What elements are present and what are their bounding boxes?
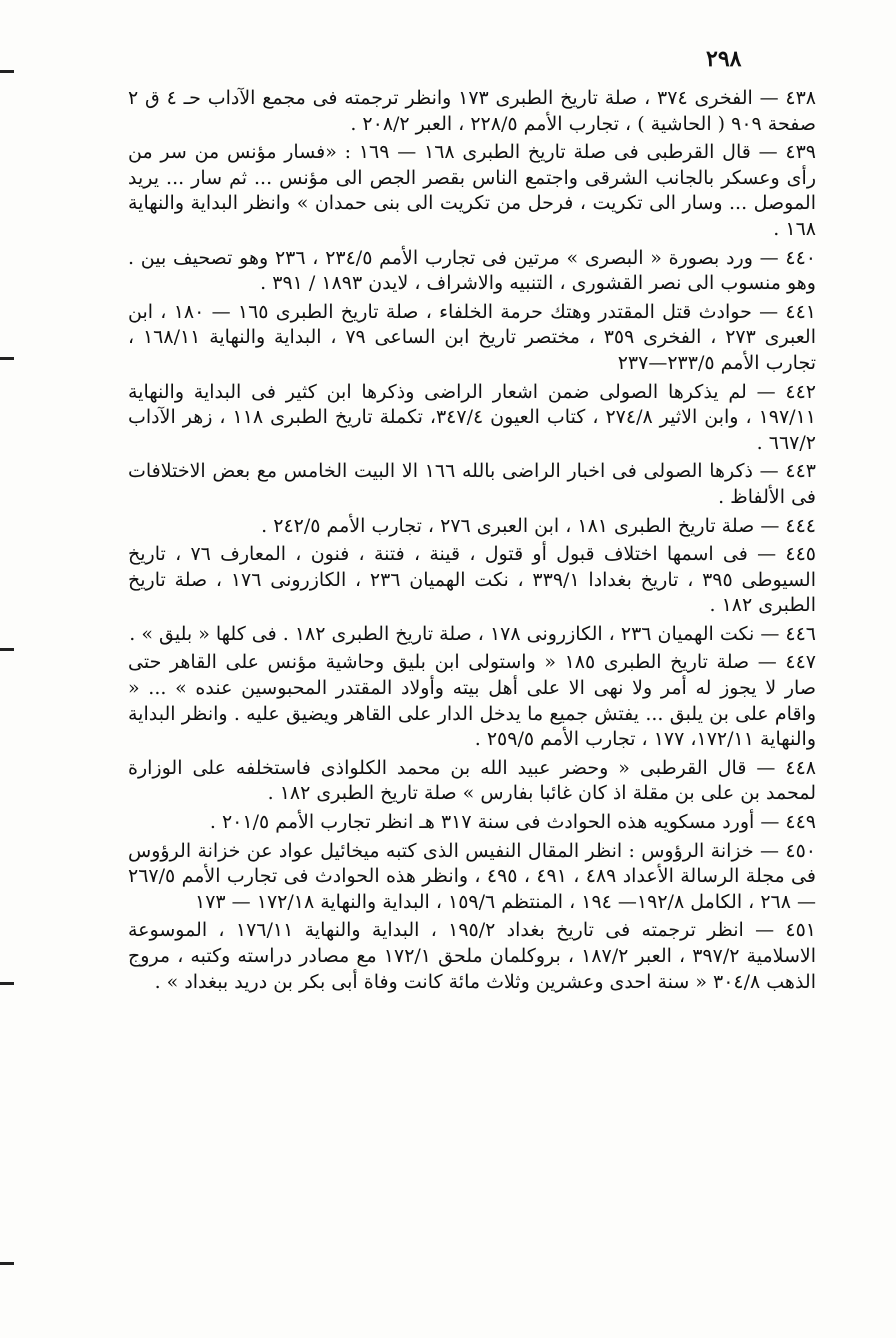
note-445 xyxy=(128,542,816,619)
note-443 xyxy=(128,459,816,510)
note-449 xyxy=(128,810,816,836)
note-448 xyxy=(128,756,816,807)
margin-mark xyxy=(0,357,14,360)
note-text: ٤٤٤ — صلة تاريخ الطبرى ١٨١ ، ابن العبرى ٢٧٦ ، تجارب الأمم ٢٤٢/٥ . xyxy=(261,514,816,537)
margin-mark xyxy=(0,70,14,73)
note-text: ٤٥١ — انظر ترجمته فى تاريخ بغداد ١٩٥/٢ ، البداية والنهاية ١٧٦/١١ ، الموسوعة الاسلامية ٣٩٧/٢ ، العبر ١٨٧/٢ ، بروكلمان ملحق ١٧٢/١ مع مصادر دراسته وكتبه ، مروج الذهب ٣٠٤/٨ « سنة احدى وعشرين وثلاث مائة كانت وفاة أبى بكر بن دريد ببغداد » . xyxy=(128,919,817,993)
note-text: ٤٤١ — حوادث قتل المقتدر وهتك حرمة الخلفاء ، صلة تاريخ الطبرى ١٦٥ — ١٨٠ ، ابن العبرى ٢٧٣ ، الفخرى ٣٥٩ ، مختصر تاريخ ابن الساعى ٧٩ ، البداية والنهاية ١٦٨/١١ ، تجارب الأمم ٢٣٣/٥—٢٣٧ xyxy=(128,300,816,374)
note-text: ٤٤٣ — ذكرها الصولى فى اخبار الراضى بالله ١٦٦ الا البيت الخامس مع بعض الاختلافات فى الألفاظ . xyxy=(128,460,816,508)
note-439 xyxy=(128,140,816,242)
margin-mark xyxy=(0,1262,14,1265)
note-text: ٤٣٩ — قال القرطبى فى صلة تاريخ الطبرى ١٦٨ — ١٦٩ : «فسار مؤنس من سر من رأى وعسكر بالجانب الشرقى واجتمع الناس بقصر الجص الى مؤنس ... ثم سار ... يريد الموصل ... وسار الى تكريت ، فرحل من تكريت الى بنى حمدان » وانظر البداية والنهاية ١٦٨ . xyxy=(128,141,816,240)
note-438 xyxy=(128,86,816,137)
margin-mark xyxy=(0,648,14,651)
note-text: ٤٣٨ — الفخرى ٣٧٤ ، صلة تاريخ الطبرى ١٧٣ وانظر ترجمته فى مجمع الآداب حـ ٤ ق ٢ صفحة ٩٠٩ ( الحاشية ) ، تجارب الأمم ٢٢٨/٥ ، العبر ٢٠٨/٢ . xyxy=(128,87,816,135)
note-444 xyxy=(128,514,816,540)
note-451 xyxy=(128,918,816,995)
note-text: ٤٤٨ — قال القرطبى « وحضر عبيد الله بن محمد الكلواذى فاستخلفه على الوزارة لمحمد بن على بن مقلة اذ كان غائبا بفارس » صلة تاريخ الطبرى ١٨٢ . xyxy=(128,756,816,805)
note-text: ٤٥٠ — خزانة الرؤوس : انظر المقال النفيس الذى كتبه ميخائيل عواد عن خزانة الرؤوس فى مجلة الرسالة الأعداد ٤٨٩ ، ٤٩١ ، ٤٩٥ ، وانظر هذه الحوادث فى تجارب الأمم ٢٦٧/٥ — ٢٦٨ ، الكامل ١٩٢/٨— ١٩٤ ، المنتظم ١٥٩/٦ ، البداية والنهاية ١٧٢/١٨ — ١٧٣ xyxy=(128,839,816,913)
note-text: ٤٤٧ — صلة تاريخ الطبرى ١٨٥ « واستولى ابن بليق وحاشية مؤنس على القاهر حتى صار لا يجوز له أمر ولا نهى الا على أهل بيته وأولاد المقتدر المحبوسين عنده » ... « واقام على بن يلبق ... يفتش جميع ما يدخل الدار على القاهر ويضيق عليه . وانظر البداية والنهاية ١٧٢/١١، ١٧٧ ، تجارب الأمم ٢٥٩/٥ . xyxy=(128,651,816,751)
page-number: ٢٩٨ xyxy=(706,46,742,72)
note-text: ٤٤٥ — فى اسمها اختلاف قبول أو قتول ، قينة ، فتنة ، فنون ، المعارف ٧٦ ، تاريخ السيوطى ٣٩٥ ، تاريخ بغدادا ٣٣٩/١ ، نكت الهميان ٢٣٦ ، الكازرونى ١٧٦ ، صلة تاريخ الطبرى ١٨٢ . xyxy=(128,543,817,617)
note-text: ٤٤٦ — نكت الهميان ٢٣٦ ، الكازرونى ١٧٨ ، صلة تاريخ الطبرى ١٨٢ . فى كلها « بليق » . xyxy=(129,622,816,645)
note-text: ٤٤٢ — لم يذكرها الصولى ضمن اشعار الراضى وذكرها ابن كثير فى البداية والنهاية ١٩٧/١١ ، وابن الاثير ٢٧٤/٨ ، كتاب العيون ٣٤٧/٤، تكملة تاريخ الطبرى ١١٨ ، زهر الآداب ٦٦٧/٢ . xyxy=(128,380,816,454)
notes-list xyxy=(128,86,816,998)
note-text: ٤٤٩ — أورد مسكويه هذه الحوادث فى سنة ٣١٧ هـ انظر تجارب الأمم ٢٠١/٥ . xyxy=(209,811,816,834)
note-440 xyxy=(128,246,816,297)
margin-mark xyxy=(0,982,14,985)
note-text: ٤٤٠ — ورد بصورة « البصرى » مرتين فى تجارب الأمم ٢٣٤/٥ ، ٢٣٦ وهو تصحيف بين . وهو منسوب الى نصر القشورى ، التنبيه والاشراف ، لايدن ١٨٩٣ / ٣٩١ . xyxy=(128,246,817,295)
note-441 xyxy=(128,300,816,377)
note-442 xyxy=(128,380,816,457)
note-450 xyxy=(128,839,816,916)
note-447 xyxy=(128,650,816,752)
note-446 xyxy=(128,622,816,648)
